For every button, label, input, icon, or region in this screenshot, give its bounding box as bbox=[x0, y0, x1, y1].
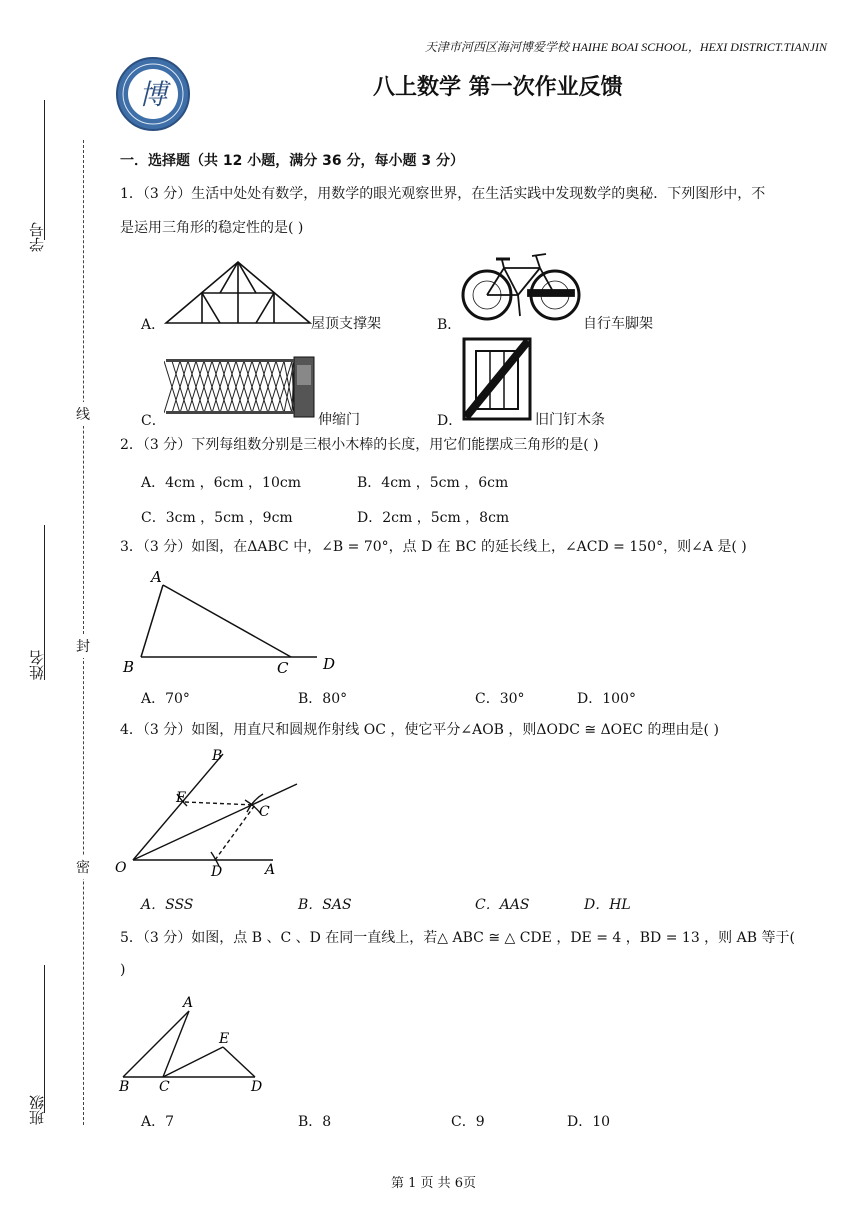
q3-label-a: A bbox=[151, 568, 162, 586]
q5-text-line1: 5．（3 分）如图，点 B 、C 、D 在同一直线上，若△ ABC ≅ △ CDE ，DE = 4 ，BD = 13 ，则 AB 等于( bbox=[120, 930, 795, 946]
q3-option-d: D．100° bbox=[577, 691, 636, 707]
q4-label-e: E bbox=[176, 790, 187, 806]
seal-dashed-line bbox=[83, 140, 84, 1125]
q4-label-d: D bbox=[211, 864, 223, 880]
q5-label-a: A bbox=[183, 995, 194, 1011]
q4-label-o: O bbox=[115, 860, 127, 876]
q1-text-line2: 是运用三角形的稳定性的是( ) bbox=[120, 220, 304, 236]
q4-option-b: B．SAS bbox=[298, 897, 352, 913]
q4-option-c: C．AAS bbox=[475, 897, 530, 913]
q5-label-d: D bbox=[251, 1079, 263, 1095]
class-line bbox=[44, 965, 45, 1113]
q5-label-c: C bbox=[159, 1079, 170, 1095]
q4-angle-bisector-figure bbox=[115, 742, 305, 882]
q3-option-b: B．80° bbox=[298, 691, 348, 707]
page-title: 八上数学 第一次作业反馈 bbox=[373, 75, 623, 100]
q5-text-line2: ) bbox=[120, 962, 126, 978]
seal-char-seal: 封 bbox=[76, 634, 90, 658]
bicycle-figure bbox=[460, 250, 584, 324]
q4-option-d: D．HL bbox=[584, 897, 631, 913]
q1-text-line1: 1．（3 分）生活中处处有数学，用数学的眼光观察世界，在生活实践中发现数学的奥秘．下列图形中，不 bbox=[120, 186, 766, 202]
q1-option-a-caption: 屋顶支撑架 bbox=[311, 316, 381, 332]
q3-option-c: C．30° bbox=[475, 691, 525, 707]
seal-char-line: 线 bbox=[76, 402, 90, 426]
q1-option-c-letter: C． bbox=[141, 413, 166, 429]
q1-option-d-letter: D． bbox=[437, 413, 463, 429]
student-id-line bbox=[44, 100, 45, 240]
q5-option-a: A．7 bbox=[141, 1114, 175, 1130]
q5-option-d: D．10 bbox=[567, 1114, 611, 1130]
page-number: 第 1 页 共 6页 bbox=[390, 1176, 477, 1191]
q2-option-c: C．3cm ，5cm ，9cm bbox=[141, 510, 293, 526]
q3-label-b: B bbox=[123, 658, 135, 676]
q2-text: 2．（3 分）下列每组数分别是三根小木棒的长度，用它们能摆成三角形的是( ) bbox=[120, 437, 599, 453]
school-logo bbox=[115, 56, 191, 132]
name-label: 姓名 bbox=[28, 650, 46, 680]
section-heading: 一．选择题（共 12 小题，满分 36 分，每小题 3 分） bbox=[120, 153, 464, 169]
q4-option-a: A．SSS bbox=[141, 897, 194, 913]
q4-label-b: B bbox=[212, 748, 223, 764]
q3-label-d: D bbox=[323, 655, 336, 673]
q3-triangle-figure bbox=[115, 565, 345, 680]
seal-char-secret: 密 bbox=[76, 855, 90, 879]
q4-text: 4．（3 分）如图，用直尺和圆规作射线 OC ，使它平分∠AOB ，则ΔODC ≅ ΔOEC 的理由是( ) bbox=[120, 722, 719, 738]
q5-option-c: C．9 bbox=[451, 1114, 485, 1130]
q5-congruent-triangles-figure bbox=[115, 993, 275, 1095]
school-name: 天津市河西区海河博爱学校 HAIHE BOAI SCHOOL，HEXI DISTRICT.TIANJIN bbox=[424, 40, 827, 54]
q5-label-b: B bbox=[119, 1079, 130, 1095]
roof-truss-figure bbox=[164, 258, 312, 328]
q1-option-b-letter: B． bbox=[437, 317, 462, 333]
q3-option-a: A．70° bbox=[141, 691, 190, 707]
q5-label-e: E bbox=[219, 1031, 230, 1047]
q1-option-c-caption: 伸缩门 bbox=[318, 412, 360, 428]
q2-option-d: D．2cm ，5cm ，8cm bbox=[357, 510, 510, 526]
q3-label-c: C bbox=[277, 659, 289, 677]
q1-option-b-caption: 自行车脚架 bbox=[583, 316, 653, 332]
q2-option-b: B．4cm ，5cm ，6cm bbox=[357, 475, 509, 491]
q3-text: 3．（3 分）如图，在ΔABC 中，∠B = 70°，点 D 在 BC 的延长线上，∠ACD = 150°，则∠A 是( ) bbox=[120, 539, 747, 555]
student-id-label: 学号 bbox=[28, 222, 46, 252]
q5-option-b: B．8 bbox=[298, 1114, 332, 1130]
q4-label-a: A bbox=[265, 862, 276, 878]
class-label: 班级 bbox=[28, 1095, 46, 1125]
logo-character: 博 bbox=[138, 78, 168, 111]
q4-label-c: C bbox=[259, 804, 270, 820]
old-door-figure bbox=[462, 337, 534, 423]
retractable-gate-figure bbox=[164, 355, 316, 421]
q2-option-a: A．4cm ，6cm ，10cm bbox=[141, 475, 301, 491]
q1-option-a-letter: A． bbox=[141, 317, 166, 333]
q1-option-d-caption: 旧门钉木条 bbox=[535, 412, 605, 428]
